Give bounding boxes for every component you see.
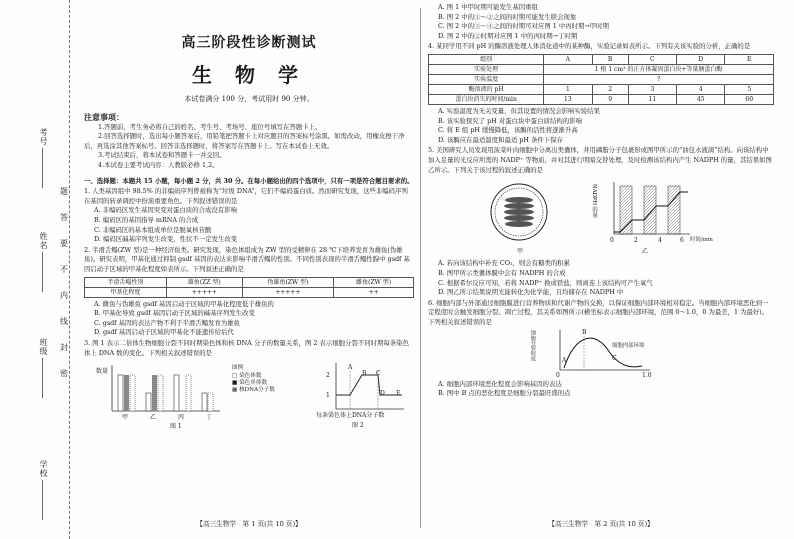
line-exam-number xyxy=(42,148,43,188)
seal-char: 线 xyxy=(60,317,68,326)
option: D. 编码区碱基序列发生改变，性状不一定发生改变 xyxy=(94,235,238,244)
table-header-cell: D xyxy=(677,55,725,65)
figure-1-ylabel: 数量 xyxy=(96,368,109,376)
figure-2-point: C xyxy=(376,370,381,378)
subject-title: 生 物 学 xyxy=(192,63,306,87)
figure-b-caption: 乙 xyxy=(642,248,649,256)
table-row-label: 实验温度 xyxy=(429,75,544,85)
seal-char: 封 xyxy=(60,343,68,352)
label-school: 学校 xyxy=(39,460,48,478)
notice-item: 1.答题前，考生务必将自己的姓名、考生号、考场号、座位号填写在答题卡上。 xyxy=(98,122,322,131)
table-cell: ? xyxy=(544,75,774,85)
table-row-label: 甲基化程度 xyxy=(85,287,167,297)
question-stem: 1. 人类基因组中 98.5% 的非编码序列曾被称为“垃圾 DNA”，它们不编码蛋白质。然而研究发现，这些非编码序列在基因的转录调控中扮演重要角色。下列叙述错误的是 xyxy=(84,187,408,205)
option: C. 将 E 组 pH 缓慢降低，该酶的活性将逐渐升高 xyxy=(438,126,578,135)
figure-a-caption: 甲 xyxy=(517,248,524,256)
figure-1-category: 丁 xyxy=(206,414,213,422)
question-3-options xyxy=(428,3,774,41)
seal-char: 要 xyxy=(60,239,68,248)
question-3 xyxy=(84,339,414,431)
option: A. 非编码区发生基因突变对蛋白质的合成没有影响 xyxy=(94,206,237,215)
table-cell: 4 xyxy=(677,85,725,95)
figure-2-tick: 2 xyxy=(326,372,330,380)
table-cell: +++++ xyxy=(242,287,334,297)
table-cell: 9 xyxy=(592,95,628,105)
q6-figure xyxy=(428,328,774,380)
option: D. 该酶应在最适温度和最适 pH 条件下保存 xyxy=(438,135,563,144)
notice-block xyxy=(84,111,414,171)
seal-char: 密 xyxy=(60,369,68,378)
table-cell: 1 xyxy=(544,85,592,95)
cell-environment-curve xyxy=(546,328,656,376)
option: B. 图 2 中的①～②之间的时期可能发生联会现象 xyxy=(438,12,577,21)
table-header-cell: B xyxy=(592,55,628,65)
option: B. 甲基化导致 gsdf 基因启动子区域的碱基序列发生改变 xyxy=(94,309,255,318)
seal-char: 题 xyxy=(60,187,68,196)
option: A. 雌鱼与伪雄鱼 gsdf 基因启动子区域的甲基化程度低于雄鱼的 xyxy=(94,299,274,308)
seal-char: 内 xyxy=(60,291,68,300)
table-header-cell: 雄鱼(ZZ 型) xyxy=(166,277,242,287)
option: A. 图 1 中甲时期可能发生基因重组 xyxy=(438,3,538,11)
page-1 xyxy=(84,0,414,539)
table-header-cell: 组别 xyxy=(429,55,544,65)
table-cell: +++++ xyxy=(166,287,242,297)
option: C. 根据希尔反应可知，若将 NADP⁺ 换成铁盐，则离连上该结构可产生氧气 xyxy=(438,278,653,287)
notice-item: 2.回答选择题时，选出每小题答案后，用铅笔把答题卡上对应题目的答案标号涂黑。如需改动，用橡皮擦干净后，再选涂其他答案标号。回答非选择题时，将答案写在答题卡上。写在本试卷上无效。 xyxy=(84,132,405,150)
option: A. 若向该结构中补充 CO₂，则会有糖类的积累 xyxy=(438,259,571,268)
figure-2-ylabel: 每条染色体上DNA分子数 xyxy=(316,412,385,420)
figure-2-caption: 图 2 xyxy=(352,422,364,430)
figure-1-category: 甲 xyxy=(122,414,129,422)
seal-char: 答 xyxy=(60,213,68,222)
q5-figures xyxy=(428,178,774,256)
table-header-cell: C xyxy=(628,55,676,65)
option: B. 编码区的基因指导 mRNA 的合成 xyxy=(94,215,199,224)
option: D. gsdf 基因启动子区域的甲基化不能遗传给后代 xyxy=(94,328,234,337)
line-name xyxy=(42,252,43,292)
option: D. 图乙所示结果说明光能转化为化学能，且均储存在 NADPH 中 xyxy=(438,288,624,297)
figure-6-tick: 1.0 xyxy=(642,371,652,379)
legend-item: ▦ 核DNA分子数 xyxy=(232,387,275,394)
table-row-label: 蛋白块消失的时间/min xyxy=(429,95,544,105)
table-cell: 5 xyxy=(725,85,774,95)
page-2-footer: 【高三生物学 第 2 页(共 10 页)】 xyxy=(548,520,654,529)
figure-2-point: D xyxy=(380,390,385,398)
methylation-table xyxy=(84,277,414,298)
question-stem: 3. 图 1 表示二倍体生物细胞分裂不同时期染色体和核 DNA 分子的数量关系，图 2 表示细胞分裂不同时期每条染色体上 DNA 数的变化。下列相关叙述错误的是 xyxy=(84,339,409,357)
option: A. 细胞内部环境恶化程度会影响基因的表达 xyxy=(438,379,562,388)
question-6 xyxy=(428,299,774,399)
nadph-figure xyxy=(598,180,694,242)
question-1 xyxy=(84,187,414,245)
question-2 xyxy=(84,246,414,338)
option: C. 图 2 中的③～④之间的时期可对应图 1 中丙时期→甲时期 xyxy=(438,22,609,31)
table-cell: 45 xyxy=(677,95,725,105)
table-header-cell: E xyxy=(725,55,774,65)
q3-figures xyxy=(84,361,414,431)
question-4 xyxy=(428,42,774,145)
question-stem: 6. 细胞内部与外部通过细胞膜进行营养物质和代谢产物的交换，以保证细胞内部环境相对稳定。当细胞内部环境恶化到一定程度时会触发细胞分裂、凋亡过程，其关系如图所示(横坐标表示细胞内部环境，范围 0～1.0，0 为最差，1 为最好)。下列相关叙述错误的是 xyxy=(428,298,769,326)
figure-6-curve-label: 细胞内部环境 xyxy=(612,342,645,349)
figure-b-tick: 0 xyxy=(610,237,614,245)
option: B. 图甲所示类囊体膜中会有 NADPH 的合成 xyxy=(438,268,566,277)
question-5 xyxy=(428,146,774,297)
table-cell: 3 xyxy=(628,85,676,95)
enzyme-table xyxy=(428,54,774,105)
table-header-cell: 半滑舌鳎性别 xyxy=(85,277,167,287)
figure-2-curve xyxy=(316,361,406,417)
binding-strip xyxy=(0,0,70,539)
option: C. gsdf 基因的表达产物不利于半滑舌鳎发育为雄鱼 xyxy=(94,318,241,327)
line-school xyxy=(42,480,43,520)
figure-1-legend xyxy=(232,365,275,394)
question-stem: 4. 某同学用不同 pH 的酶溶液处理人体消化道中的某种酶，实验记录如表所示。下列有关该实验的分析，正确的是 xyxy=(428,42,751,51)
figure-2-point: A xyxy=(348,364,353,372)
figure-1-bars xyxy=(104,361,224,421)
figure-6-point: A xyxy=(562,356,567,364)
table-row-label: 酶溶液的 pH xyxy=(429,85,544,95)
legend-title: 图例 xyxy=(232,365,244,372)
figure-1-category: 乙 xyxy=(150,414,157,422)
page-divider xyxy=(420,8,421,528)
figure-b-xlabel: 时间/min xyxy=(690,237,713,244)
figure-2-point: E xyxy=(396,390,401,398)
figure-6-tick: 0 xyxy=(556,371,560,379)
notice-heading: 注意事项： xyxy=(84,111,124,122)
figure-1-category: 丙 xyxy=(178,414,185,422)
figure-b-tick: 2 xyxy=(634,237,638,245)
table-cell: 13 xyxy=(544,95,592,105)
table-header-cell: 伪雄鱼(ZW 型) xyxy=(242,277,334,287)
table-cell: ++ xyxy=(334,287,414,297)
notice-item: 4.本试卷主要考试内容：人教版必修 1,2。 xyxy=(98,160,219,169)
table-cell: 2 xyxy=(592,85,628,95)
page-1-footer: 【高三生物学 第 1 页(共 10 页)】 xyxy=(196,520,302,529)
table-cell: 60 xyxy=(725,95,774,105)
figure-b-tick: 6 xyxy=(680,237,684,245)
seal-char: 不 xyxy=(60,265,68,274)
figure-b-tick: 4 xyxy=(658,237,662,245)
table-header-cell: 雌鱼(ZW 型) xyxy=(334,277,414,287)
option: A. 实验温度为无关变量，但其设置的情况会影响实验结果 xyxy=(438,107,601,116)
label-class: 班级 xyxy=(39,338,48,356)
table-row-label: 实验处理 xyxy=(429,65,544,75)
label-exam-number: 考号 xyxy=(39,128,48,146)
figure-b-ylabel: NADPH 的量 xyxy=(591,184,598,219)
figure-2-tick: 1 xyxy=(326,392,330,400)
table-cell: 1 根 1 cm³ 的正方体凝固蛋白块+等量胰蛋白酶 xyxy=(544,65,774,75)
page-2 xyxy=(428,0,774,539)
score-line: 本试卷满分 100 分，考试用时 90 分钟。 xyxy=(184,95,314,103)
question-stem: 2. 半滑舌鳎(ZW 型)是一种经济鱼类。研究发现，染色体组成为 ZW 型的受精卵在 28 ℃下培养发育为雄鱼(伪雄鱼)。研究表明，甲基化通过抑制 gsdf 基因的表达来影响半滑舌鳎的性别。不同性别表现的半滑舌鳎性腺中 gsdf 基因启动子区域的甲基化程度如表所示。下列叙述正确的是 xyxy=(84,245,410,274)
figure-2-point: B xyxy=(362,370,367,378)
legend-item: ■ 染色单体数 xyxy=(232,379,268,386)
droplet-figure xyxy=(484,180,554,246)
exam-title: 高三阶段性诊断测试 xyxy=(181,35,317,51)
table-cell: 11 xyxy=(628,95,676,105)
table-header-cell: A xyxy=(544,55,592,65)
figure-6-point: C xyxy=(612,354,617,362)
notice-item: 3.考试结束后，将本试卷和答题卡一并交回。 xyxy=(98,151,226,160)
figure-6-ylabel: 细胞分裂程度 xyxy=(529,329,536,361)
option: C. 非编码区的基本组成单位是脱氧核苷酸 xyxy=(94,225,212,234)
option: B. 该实验探究了 pH 对蛋白块中蛋白质结构的影响 xyxy=(438,116,582,125)
legend-item: □ 染色体数 xyxy=(232,372,262,379)
line-class xyxy=(42,358,43,398)
option: B. 图中 B 点的恶化程度是细胞分裂最旺盛的点 xyxy=(438,389,571,398)
label-name: 姓名 xyxy=(39,232,48,250)
question-stem: 5. 美国研究人员发现用菠菜叶肉细胞中分离出类囊体，并用磷脂分子包裹形成图甲所示的“油包水液滴”结构。向该结构中加入足量的光反应所需的 NADP⁺ 等物质，并对其进行明暗交替处理，及时检测该结构内产生 NADPH 的量，其结果如图乙所示。下列关于该过程的叙述正确的是 xyxy=(428,146,772,174)
figure-1-caption: 图 1 xyxy=(170,423,182,431)
option: D. 图 2 中的②时期对应图 1 中的丙时期→丁时期 xyxy=(438,31,578,40)
figure-6-point: B xyxy=(582,328,587,336)
section-heading: 一、选择题：本题共 15 小题，每小题 2 分，共 30 分。在每小题给出的四个选项中，只有一项是符合题目要求的。 xyxy=(84,176,414,185)
